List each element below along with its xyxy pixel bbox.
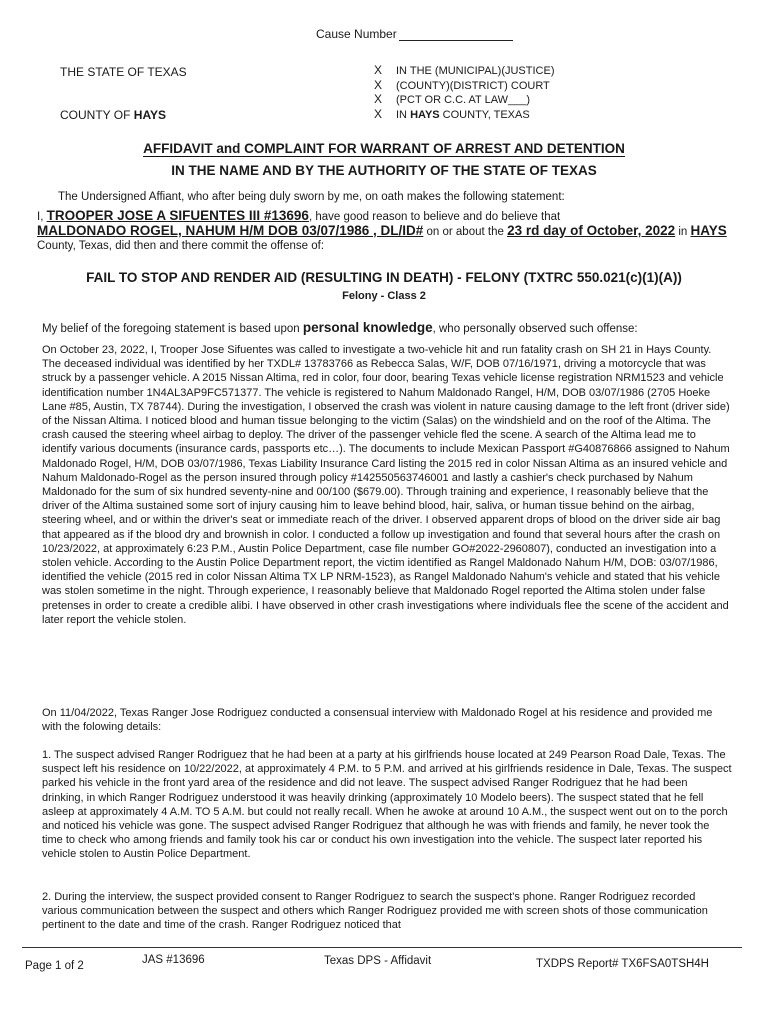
- check-mark: X: [374, 77, 383, 92]
- offense-county: HAYS: [690, 223, 727, 238]
- document-title: AFFIDAVIT and COMPLAINT FOR WARRANT OF ARREST AND DETENTION: [143, 141, 625, 156]
- cause-number: [316, 27, 513, 41]
- belief-basis-type: personal knowledge: [302, 320, 433, 335]
- narrative-paragraph: On 11/04/2022, Texas Ranger Jose Rodriguez conducted a consensual interview with Maldonado Rogel at his residence and provided me with the folowing details:: [42, 707, 713, 734]
- footer-agency: Texas DPS - Affidavit: [324, 955, 432, 967]
- narrative-paragraph: 1. The suspect advised Ranger Rodriguez that he had been at a party at his girlfriends house located at 249 Pearson Road Dale, Texas. The suspect left his residence on 10/22/2022, at approximately 4 P.M. to 5 P.M. and arrived at his girlfriends residence in Dale, Texas. The suspect parked his vehicle in the front yard area of the residence and did not leave. The suspect advised Ranger Rodriguez that he had been drinking, in which Ranger Rodriguez understood it was heavily drinking (approximately 10 Modelo beers). The suspect stated that he fell asleep at approximately 4 A.M. TO 5 A.M. but could not really recall. When he awoke at around 10 A.M., the suspect went out on to the porch and noticed his vehicle was gone. The suspect advised Ranger Rodriguez that although he was with friends and family, he never took the time to check who among friends and family took his car or conduct his own investigation into the vehicle. The suspect later reported his vehicle stolen to Austin Police Department.: [42, 749, 732, 861]
- footer-page-number: Page 1 of 2: [25, 960, 84, 972]
- footer-report-number: TXDPS Report# TX6FSA0TSH4H: [536, 958, 709, 970]
- offense-date: 23 rd day of October, 2022: [507, 223, 676, 238]
- cause-number-blank: [399, 28, 513, 41]
- narrative-paragraph: On October 23, 2022, I, Trooper Jose Sifuentes was called to investigate a two-vehicle hit and run fatality crash on SH 21 in Hays County. The deceased individual was identified by her TXDL# 13783766 as Rebecca Salas, W/F, DOB 07/16/1971, driving a motorcycle that was struck by a passenger vehicle. A 2015 Nissan Altima, red in color, four door, bearing Texas vehicle license registration NRM1523 and vehicle identification number 1N4AL3AP9FC571377. The vehicle is registered to Nahum Maldonado Rangel, H/M, DOB 03/07/1986 (2705 Hoeke Lane #85, Austin, TX 78744). During the investigation, I observed the crash was violent in nature causing damage to the left front (driver side) of the Nissan Altima. I noticed blood and human tissue belonging to the victim (Salas) on the windshield and on the roof of the Altima. The crash caused the steering wheel airbag to deploy. The driver of the passenger vehicle fled the scene. A search of the Altima lead me to identify various documents (insurance cards, passports etc…). The documents to include Mexican Passport #G40876866 assigned to Nahum Maldonado Rogel, H/M, DOB 03/07/1986, Texas Liability Insurance Card listing the 2015 red in color Nissan Altima as an insured vehicle and Nahum Maldonado-Rogel as the person insured through policy #142550563746001 and lastly a cashier's check purchased by Nahum Maldonado for the sum of six hundred seventy-nine and 00/100 ($679.00). Through training and experience, I reasonably believe that the driver of the Altima sustained some sort of injury causing him to leave behind blood, hair, saliva, or human tissue behind on the airbag, steering wheel, and or within the driver's seat or immediate reach of the driver. I observed apparent drops of blood on the driver side air bag that appeared as if the blood dry and brownish in color. I conducted a follow up investigation and found that several hours after the crash on 10/23/2022, at approximately 6:23 P.M., Austin Police Department, case file number GO#2022-2960807), conducted an investigation into a stolen vehicle. According to the Austin Police Department report, the victim identified as Rangel Maldonado Nahum H/M, DOB: 03/07/1986, identified the vehicle (2015 red in color Nissan Altima TX LP NRM-1523), as Rangel Maldonado Nahum's vehicle and stated that his vehicle was stolen sometime in the night. Through experience, I reasonably believe that Maldonado Rogel reported the Altima stolen under false pretenses in order to create a credible alibi. I have observed in other crash investigations where individuals flee the scene of the accident and later report the vehicle stolen.: [42, 344, 730, 626]
- court-option: X IN THE (MUNICIPAL)(JUSTICE): [374, 63, 555, 77]
- footer-officer-id: JAS #13696: [142, 954, 205, 966]
- footer-divider: [22, 947, 742, 948]
- check-mark: X: [374, 106, 383, 121]
- court-options: [374, 64, 555, 122]
- document-subtitle: IN THE NAME AND BY THE AUTHORITY OF THE STATE OF TEXAS: [171, 163, 597, 178]
- check-mark: X: [374, 63, 383, 77]
- county-label: COUNTY OF HAYS: [60, 108, 167, 122]
- offense-class: Felony - Class 2: [342, 290, 426, 302]
- cause-number-label: Cause Number: [316, 27, 397, 41]
- check-mark: X: [374, 92, 383, 106]
- offense-title: FAIL TO STOP AND RENDER AID (RESULTING IN DEATH) - FELONY (TXTRC 550.021(c)(1)(A)): [86, 270, 682, 285]
- affiant-name: TROOPER JOSE A SIFUENTES III #13696: [46, 208, 309, 223]
- suspect-name: MALDONADO ROGEL, NAHUM H/M DOB 03/07/1986 , DL/ID#: [37, 223, 424, 238]
- state-label: THE STATE OF TEXAS: [60, 65, 187, 79]
- court-option: X (PCT OR C.C. AT LAW___): [374, 92, 531, 106]
- narrative-paragraph: 2. During the interview, the suspect provided consent to Ranger Rodriguez to search the suspect's phone. Ranger Rodriguez recorded various communication between the suspect and others which Ranger Rodriguez provided me with screen shots of those communication pertinent to the date and time of the crash. Ranger Rodriguez noticed that: [42, 891, 708, 932]
- court-option: X IN HAYS COUNTY, TEXAS: [374, 106, 530, 121]
- belief-basis: My belief of the foregoing statement is based upon personal knowledge, who personally observed such offense:: [42, 320, 638, 335]
- intro-statement: The Undersigned Affiant, who after being duly sworn by me, on oath makes the following statement:: [58, 191, 565, 203]
- court-option: X (COUNTY)(DISTRICT) COURT: [374, 77, 550, 92]
- affiant-statement: I, TROOPER JOSE A SIFUENTES III #13696, have good reason to believe and do believe that MALDONADO ROGEL, NAHUM H/M DOB 03/07/1986 , DL/ID# on or about the 23 rd day of October, 2022 in HAYS County, Texas, did then and there commit the offense of:: [37, 208, 727, 252]
